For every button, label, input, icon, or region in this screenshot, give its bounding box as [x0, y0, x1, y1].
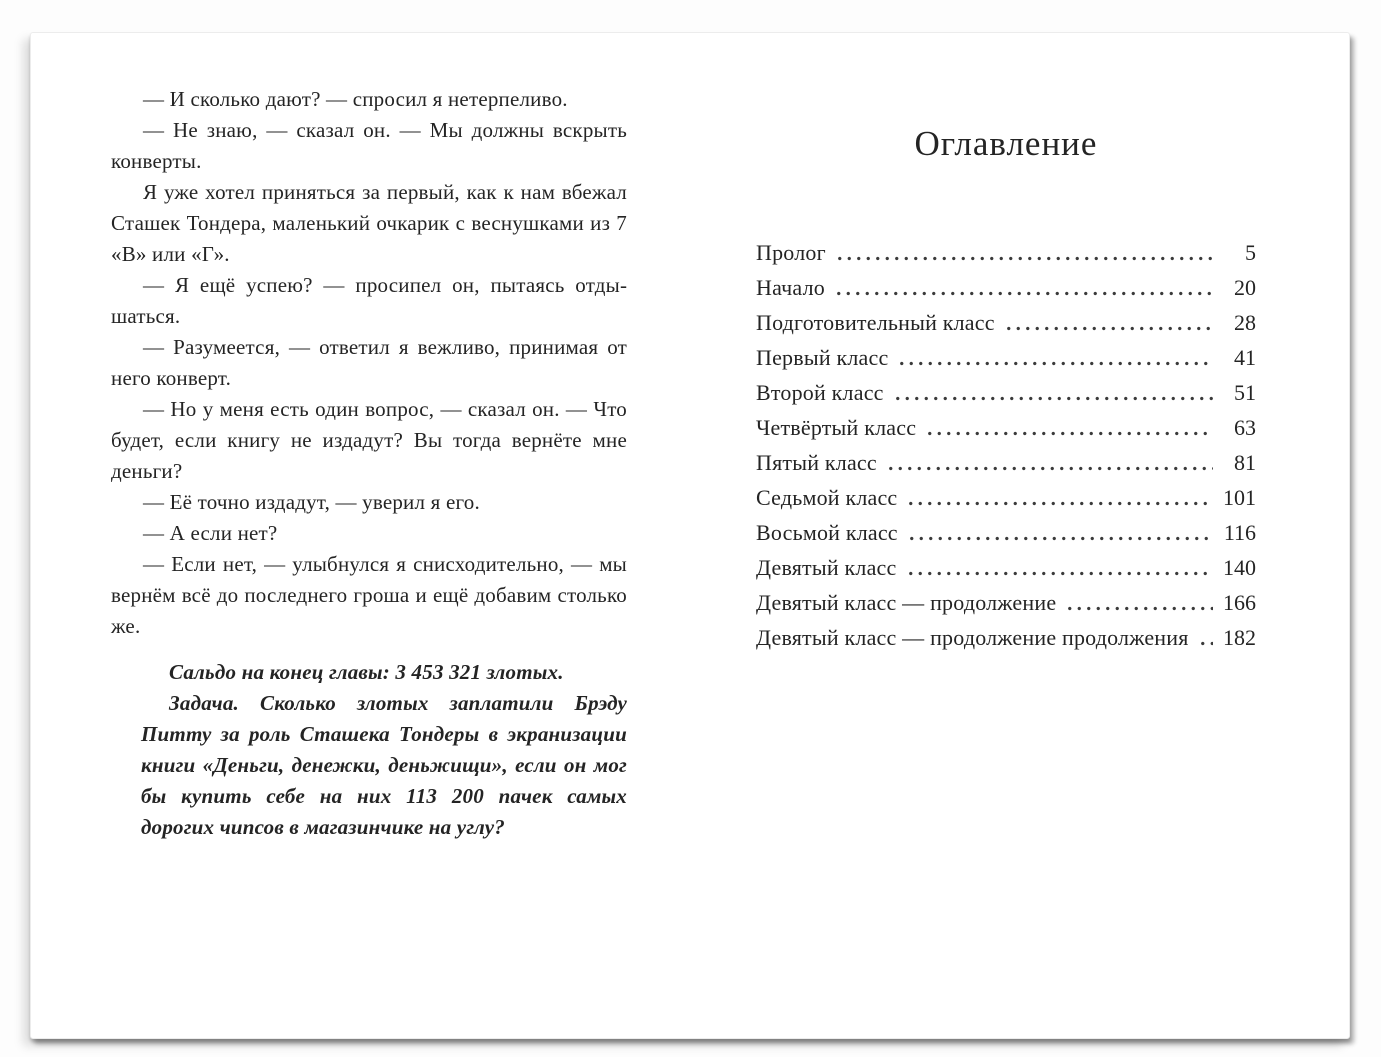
paragraph: — А если нет? — [143, 521, 278, 545]
paragraph: — Не знаю, — сказал он. — Мы должны вскрыть конверты. — [111, 118, 627, 173]
toc-list — [756, 235, 1256, 655]
toc-leader-dots — [923, 410, 1213, 445]
paper-page — [30, 32, 1350, 1039]
toc-label: Пролог — [756, 240, 826, 265]
toc-row — [756, 550, 1256, 585]
paragraph: — Я ещё успею? — просипел он, пытаясь отдышаться. — [111, 273, 627, 328]
toc-row — [756, 375, 1256, 410]
toc-leader-dots — [904, 480, 1213, 515]
toc-page-number: 101 — [1223, 485, 1256, 510]
toc-label: Второй класс — [756, 380, 884, 405]
toc-label: Подготовительный класс — [756, 310, 995, 335]
toc-title: Оглавление — [914, 124, 1098, 163]
toc-label: Пятый класс — [756, 450, 877, 475]
toc-page-number: 41 — [1234, 345, 1256, 370]
toc-leader-dots — [904, 550, 1214, 585]
paragraph: — И сколько дают? — спросил я нетерпеливо. — [143, 87, 568, 111]
toc-label: Девятый класс — продолжение — [756, 590, 1057, 615]
paragraph: — Но у меня есть один вопрос, — сказал он. — Что будет, если книгу не издадут? Вы тогда вернёте мне деньги? — [111, 397, 627, 483]
toc-page-number: 166 — [1223, 590, 1256, 615]
toc-row — [756, 585, 1256, 620]
toc-row — [756, 445, 1256, 480]
toc-row — [756, 340, 1256, 375]
paragraph: Я уже хотел приняться за первый, как к нам вбежал Сташек Тондера, маленький очкарик с веснушками из 7 «В» или «Г». — [111, 180, 627, 266]
toc-row — [756, 305, 1256, 340]
toc-row — [756, 480, 1256, 515]
toc-page-number: 51 — [1234, 380, 1256, 405]
toc-label: Девятый класс — продолжение продолжения — [756, 625, 1189, 650]
toc-page-number: 20 — [1234, 275, 1256, 300]
toc-row — [756, 515, 1256, 550]
paragraph: — Разумеется, — ответил я вежливо, принимая от него конверт. — [111, 335, 627, 390]
note-line-balance: Сальдо на конец главы: 3 453 321 злотых. — [169, 660, 564, 684]
toc-row — [756, 270, 1256, 305]
toc-leader-dots — [891, 375, 1213, 410]
toc-leader-dots — [1063, 585, 1213, 620]
toc-leader-dots — [833, 235, 1213, 270]
note-line-problem: Задача. Сколько злотых заплатили Брэду Питту за роль Сташека Тондеры в экранизации книги «Деньги, денежки, деньжищи», если он мог бы купить себе на них 113 200 пачек самых дорогих чипсов в магазинчике на углу? — [141, 691, 627, 839]
chapter-note-block — [141, 657, 627, 843]
toc-leader-dots — [1196, 620, 1213, 655]
toc-leader-dots — [832, 270, 1213, 305]
toc-page-number: 182 — [1223, 625, 1256, 650]
toc-page-number: 28 — [1234, 310, 1256, 335]
paragraph: — Её точно издадут, — уверил я его. — [143, 490, 480, 514]
toc-label: Четвёртый класс — [756, 415, 917, 440]
toc-label: Седьмой класс — [756, 485, 898, 510]
toc-row — [756, 235, 1256, 270]
paragraph: — Если нет, — улыбнулся я снисходительно, — мы вернём всё до последнего гроша и ещё добавим столько же. — [111, 552, 627, 638]
toc-row — [756, 410, 1256, 445]
toc-leader-dots — [895, 340, 1213, 375]
toc-page-number: 5 — [1245, 240, 1256, 265]
toc-row — [756, 620, 1256, 655]
toc-page-number: 140 — [1223, 555, 1256, 580]
toc-page-number: 63 — [1234, 415, 1256, 440]
toc-leader-dots — [905, 515, 1213, 550]
toc-label: Восьмой класс — [756, 520, 898, 545]
toc-label: Девятый класс — [756, 555, 897, 580]
toc-page-number: 116 — [1223, 520, 1256, 545]
left-page-text-block — [111, 84, 627, 843]
toc-leader-dots — [1002, 305, 1213, 340]
toc-label: Начало — [756, 275, 825, 300]
toc-page-number: 81 — [1234, 450, 1256, 475]
toc-leader-dots — [884, 445, 1213, 480]
toc-label: Первый класс — [756, 345, 889, 370]
